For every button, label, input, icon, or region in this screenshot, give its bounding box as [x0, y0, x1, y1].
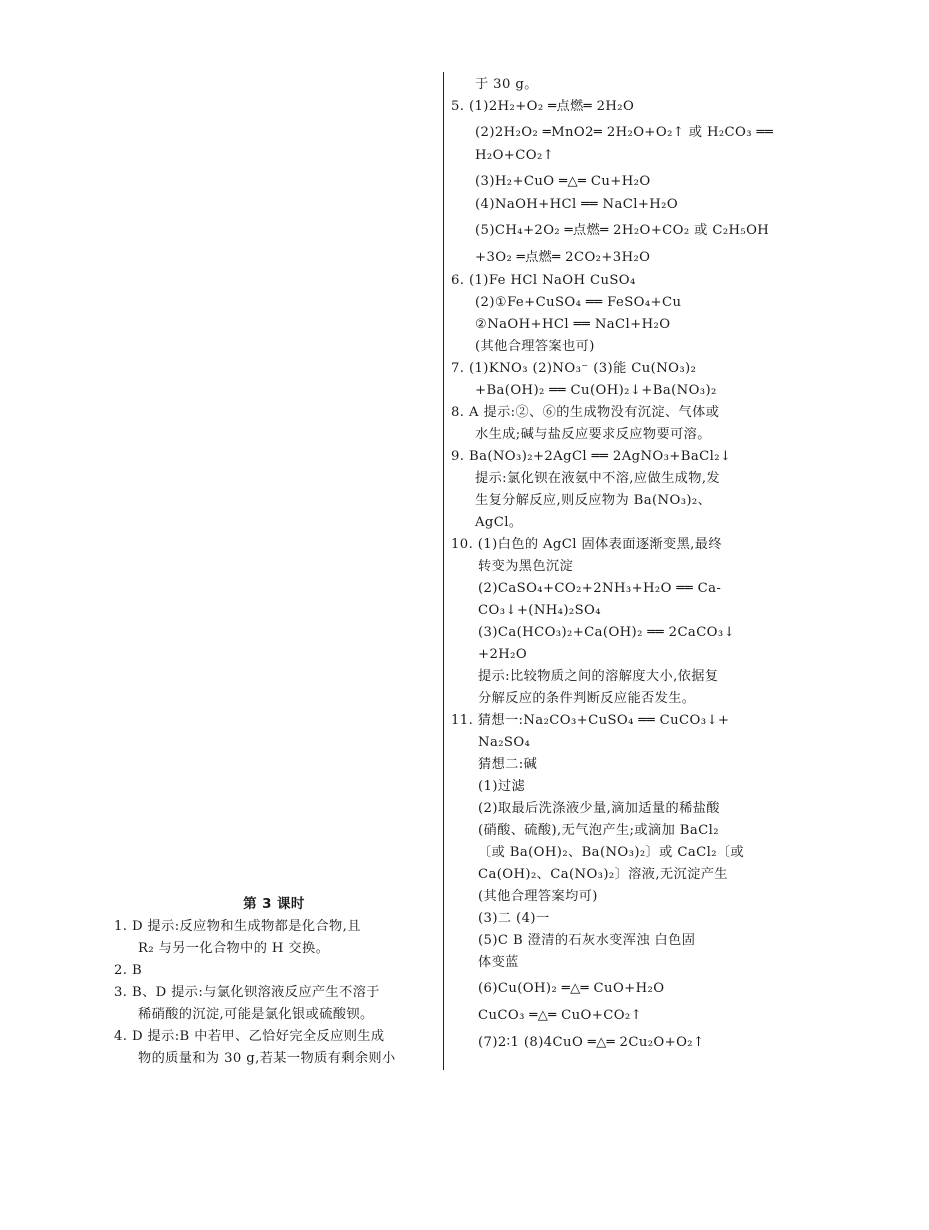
answer-line: 猜想二:碱 — [478, 757, 538, 772]
answer-line: ②NaOH+HCl ══ NaCl+H₂O — [475, 317, 671, 332]
answer-line: (6)Cu(OH)₂ ═△═ CuO+H₂O — [478, 981, 665, 996]
answer-line: H₂O+CO₂↑ — [475, 148, 555, 163]
answer-line: AgCl。 — [475, 515, 523, 530]
answer-line: 5. (1)2H₂+O₂ ═点燃═ 2H₂O — [451, 99, 635, 114]
answer-line: (2)2H₂O₂ ═MnO2═ 2H₂O+O₂↑ 或 H₂CO₃ ══ — [475, 125, 773, 140]
answer-line: (3)Ca(HCO₃)₂+Ca(OH)₂ ══ 2CaCO₃↓ — [478, 625, 736, 640]
answer-line: 9. Ba(NO₃)₂+2AgCl ══ 2AgNO₃+BaCl₂↓ — [451, 449, 732, 464]
answer-line: (2)CaSO₄+CO₂+2NH₃+H₂O ══ Ca- — [478, 581, 722, 596]
answer-line: (其他合理答案均可) — [478, 889, 598, 904]
answer-line: 3. B、D 提示:与氯化钡溶液反应产生不溶于 — [114, 985, 380, 1000]
answer-line: (4)NaOH+HCl ══ NaCl+H₂O — [475, 197, 679, 212]
answer-line: +3O₂ ═点燃═ 2CO₂+3H₂O — [475, 250, 651, 265]
answer-line: (2)取最后洗涤液少量,滴加适量的稀盐酸 — [478, 801, 720, 816]
answer-line: 于 30 g。 — [475, 77, 538, 92]
answer-line: +2H₂O — [478, 647, 528, 662]
answer-line: 物的质量和为 30 g,若某一物质有剩余则小 — [138, 1051, 396, 1066]
answer-line: 生复分解反应,则反应物为 Ba(NO₃)₂、 — [475, 493, 712, 508]
column-divider — [443, 72, 444, 1070]
answer-line: (3)H₂+CuO ═△═ Cu+H₂O — [475, 174, 651, 189]
answer-line: (2)①Fe+CuSO₄ ══ FeSO₄+Cu — [475, 295, 682, 310]
answer-line: CO₃↓+(NH₄)₂SO₄ — [478, 603, 601, 618]
answer-line: 提示:氯化钡在液氨中不溶,应做生成物,发 — [475, 471, 721, 486]
answer-line: (1)过滤 — [478, 779, 526, 794]
answer-line: 〔或 Ba(OH)₂、Ba(NO₃)₂〕或 CaCl₂〔或 — [478, 845, 745, 860]
answer-line: (其他合理答案也可) — [475, 339, 595, 354]
section-heading: 第 3 课时 — [243, 896, 305, 912]
answer-line: 2. B — [114, 963, 143, 978]
answer-line: Ca(OH)₂、Ca(NO₃)₂〕溶液,无沉淀产生 — [478, 867, 728, 882]
answer-line: +Ba(OH)₂ ══ Cu(OH)₂↓+Ba(NO₃)₂ — [475, 383, 717, 398]
answer-line: 6. (1)Fe HCl NaOH CuSO₄ — [451, 273, 636, 288]
answer-line: Na₂SO₄ — [478, 735, 531, 750]
answer-line: 转变为黑色沉淀 — [478, 559, 574, 574]
left-column — [114, 892, 434, 1070]
answer-line: 提示:比较物质之间的溶解度大小,依据复 — [478, 669, 719, 684]
answer-line: (3)二 (4)一 — [478, 911, 550, 926]
answer-line: 分解反应的条件判断反应能否发生。 — [478, 691, 696, 706]
answer-line: 水生成;碱与盐反应要求反应物要可溶。 — [475, 427, 711, 442]
answer-line: 4. D 提示:B 中若甲、乙恰好完全反应则生成 — [114, 1029, 385, 1044]
answer-line: 体变蓝 — [478, 955, 519, 970]
answer-line: 稀硝酸的沉淀,可能是氯化银或硫酸钡。 — [138, 1007, 374, 1022]
answer-line: R₂ 与另一化合物中的 H 交换。 — [138, 941, 330, 956]
answer-line: (7)2∶1 (8)4CuO ═△═ 2Cu₂O+O₂↑ — [478, 1035, 705, 1050]
answer-line: 10. (1)白色的 AgCl 固体表面逐渐变黑,最终 — [451, 537, 722, 552]
answer-line: 1. D 提示:反应物和生成物都是化合物,且 — [114, 919, 361, 934]
answer-line: 7. (1)KNO₃ (2)NO₃⁻ (3)能 Cu(NO₃)₂ — [451, 361, 697, 376]
answer-line: (5)CH₄+2O₂ ═点燃═ 2H₂O+CO₂ 或 C₂H₅OH — [475, 223, 770, 238]
answer-line: (硝酸、硫酸),无气泡产生;或滴加 BaCl₂ — [478, 823, 719, 838]
right-column — [451, 74, 773, 1055]
answer-line: 8. A 提示:②、⑥的生成物没有沉淀、气体或 — [451, 405, 720, 420]
answer-line: CuCO₃ ═△═ CuO+CO₂↑ — [478, 1008, 643, 1023]
answer-line: (5)C B 澄清的石灰水变浑浊 白色固 — [478, 933, 696, 948]
answer-line: 11. 猜想一:Na₂CO₃+CuSO₄ ══ CuCO₃↓+ — [451, 713, 730, 728]
